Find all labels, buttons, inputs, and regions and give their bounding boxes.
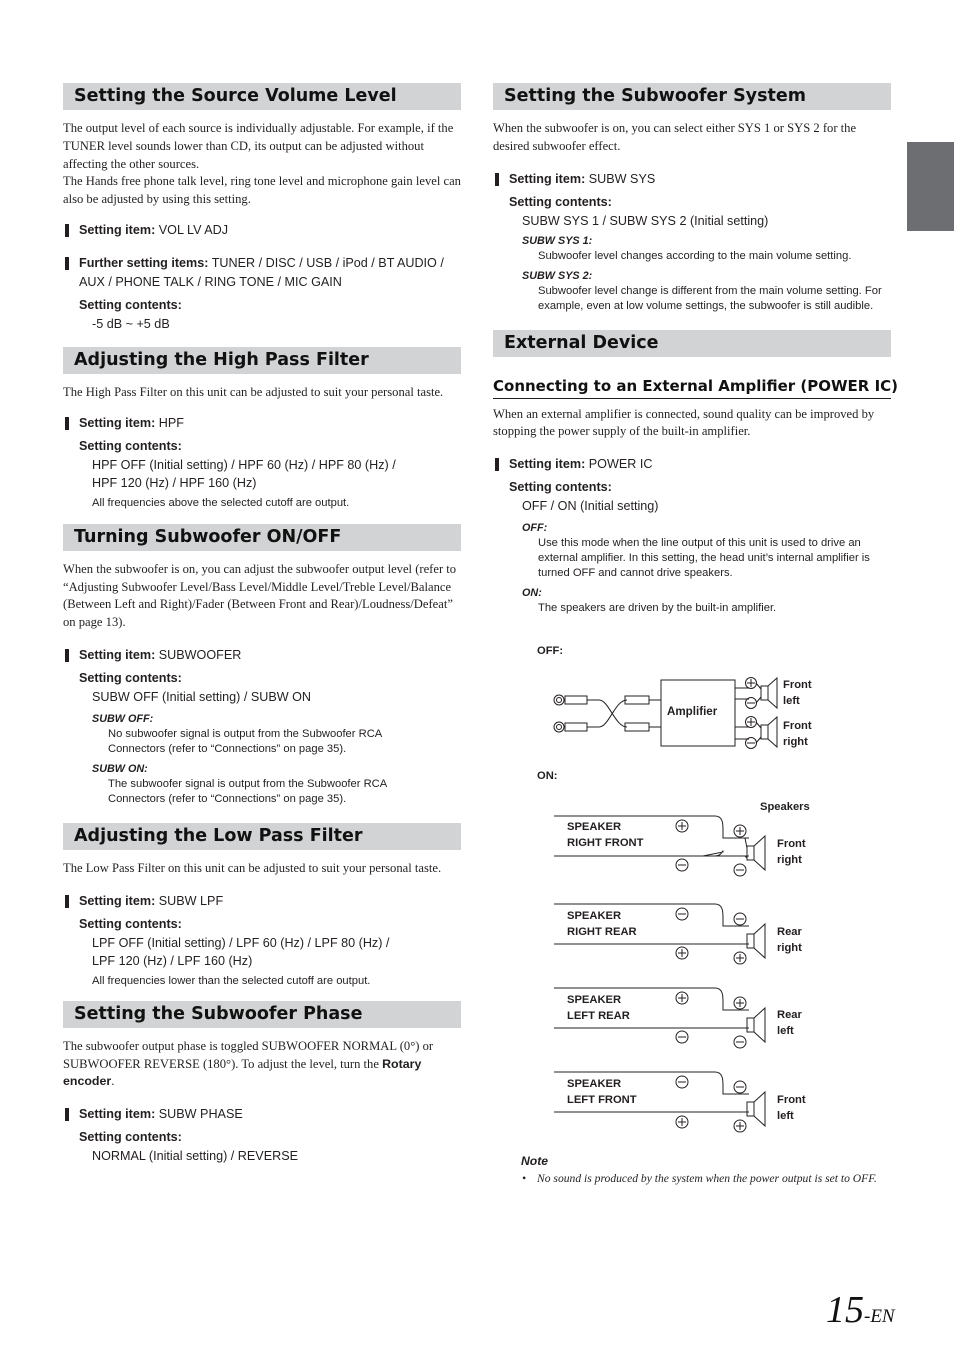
speakers-label: Speakers — [760, 801, 810, 813]
hpf-note: All frequencies above the selected cutoff are output. — [92, 496, 350, 509]
setting-item-line — [63, 646, 461, 665]
page-number — [826, 1288, 895, 1332]
source-volume-paragraph-2: The Hands free phone talk level, ring tone level and microphone gain level can also be adjusted by using this setting. — [63, 174, 461, 207]
option-label: SUBW SYS 2: — [522, 269, 593, 282]
option-description: Subwoofer level change is different from the main volume setting. For example, even at low volume settings, the subwoofer is still audible. — [538, 284, 882, 312]
channel-label-right-front — [567, 819, 643, 851]
section-title-hpf: Adjusting the High Pass Filter — [63, 347, 461, 374]
setting-contents-value: SUBW SYS 1 / SUBW SYS 2 (Initial setting) — [522, 213, 769, 228]
source-volume-paragraph-1: The output level of each source is individually adjustable. For example, if the TUNER level sounds lower than CD, its output can be adjusted without affecting the other sources. — [63, 121, 454, 171]
item-marker — [495, 173, 499, 186]
setting-item-value: SUBWOOFER — [158, 647, 242, 662]
option-label: SUBW OFF: — [92, 712, 154, 725]
subwoofer-system-paragraph: When the subwoofer is on, you can select either SYS 1 or SYS 2 for the desired subwoofer effect. — [493, 121, 857, 153]
setting-contents-value: HPF OFF (Initial setting) / HPF 60 (Hz) / HPF 80 (Hz) / HPF 120 (Hz) / HPF 160 (Hz) — [92, 457, 396, 490]
external-amplifier-paragraph: When an external amplifier is connected, sound quality can be improved by stopping the power supply of the built-in amplifier. — [493, 406, 875, 439]
front-left-line2: left — [783, 695, 800, 707]
option-description: Use this mode when the line output of this unit is used to drive an external amplifier. In this setting, the head unit’s internal amplifier is turned OFF and cannot drive speakers. — [538, 537, 870, 580]
front-left-line1: Front — [783, 679, 812, 691]
page-number-value: 15 — [826, 1289, 864, 1331]
subwoofer-onoff-paragraph: When the subwoofer is on, you can adjust the subwoofer output level (refer to “Adjusting Subwoofer Level/Bass Level/Middle Level/Treble Level/Balance (Between Left and Right)/Fader (Between Front and Rear)/Loudness/Defeat” on page 13). — [63, 561, 457, 630]
note-block — [493, 1154, 891, 1186]
channel-label-line1: SPEAKER — [567, 994, 622, 1006]
speaker-label-line2: right — [777, 942, 802, 954]
setting-item-value: SUBW LPF — [158, 893, 224, 908]
bullet-icon: • — [522, 1172, 527, 1185]
front-right-label — [783, 718, 812, 750]
setting-contents-label: Setting contents: — [79, 438, 182, 453]
setting-contents-value: -5 dB ~ +5 dB — [92, 316, 170, 331]
phase-body-end: . — [111, 1074, 115, 1089]
front-left-label — [783, 677, 812, 709]
lpf-note: All frequencies lower than the selected cutoff are output. — [92, 974, 371, 987]
setting-item-label: Setting item: — [79, 1107, 156, 1122]
setting-contents-label: Setting contents: — [79, 297, 182, 312]
diagram-off — [537, 643, 837, 758]
setting-item-label: Setting item: — [79, 893, 156, 908]
setting-item-line — [63, 1105, 461, 1124]
diagram-on — [537, 768, 837, 1143]
channel-label-line2: RIGHT REAR — [567, 926, 637, 938]
speaker-label-rear-right — [777, 924, 802, 956]
section-title-lpf: Adjusting the Low Pass Filter — [63, 823, 461, 850]
item-marker — [495, 458, 499, 471]
option-label: SUBW SYS 1: — [522, 234, 593, 247]
channel-label-left-rear — [567, 992, 630, 1024]
item-marker — [65, 1108, 69, 1121]
setting-item-label: Setting item: — [79, 647, 156, 662]
setting-contents-value: SUBW OFF (Initial setting) / SUBW ON — [92, 689, 312, 704]
diagram-off-label: OFF: — [537, 645, 564, 657]
setting-contents-label: Setting contents: — [509, 480, 612, 495]
channel-label-line2: LEFT REAR — [567, 1010, 630, 1022]
option-description: The speakers are driven by the built-in amplifier. — [538, 602, 777, 615]
further-items-label: Further setting items: — [79, 255, 209, 270]
setting-item-label: Setting item: — [509, 171, 586, 186]
section-title-subwoofer-onoff: Turning Subwoofer ON/OFF — [63, 524, 461, 551]
section-title-source-volume: Setting the Source Volume Level — [63, 83, 461, 110]
option-description: Subwoofer level changes according to the main volume setting. — [538, 249, 852, 262]
setting-item-value: POWER IC — [588, 457, 653, 472]
lpf-paragraph: The Low Pass Filter on this unit can be adjusted to suit your personal taste. — [63, 860, 442, 875]
setting-item-label: Setting item: — [79, 415, 156, 430]
further-setting-items-line — [63, 254, 461, 292]
front-right-line2: right — [783, 736, 808, 748]
phase-body-text: The subwoofer output phase is toggled SUBWOOFER NORMAL (0°) or SUBWOOFER REVERSE (180°). To adjust the level, turn the — [63, 1038, 434, 1071]
note-title: Note — [521, 1154, 549, 1168]
item-marker — [65, 895, 69, 908]
channel-label-right-rear — [567, 908, 637, 940]
subsection-title-external-amplifier: Connecting to an External Amplifier (POWER IC) — [493, 377, 891, 399]
channel-label-line1: SPEAKER — [567, 821, 622, 833]
setting-contents-label: Setting contents: — [79, 1130, 182, 1145]
setting-item-value: VOL LV ADJ — [158, 222, 229, 237]
setting-contents-label: Setting contents: — [79, 916, 182, 931]
speaker-label-front-left — [777, 1092, 806, 1124]
option-label: ON: — [522, 587, 542, 600]
setting-contents-value: NORMAL (Initial setting) / REVERSE — [92, 1149, 298, 1164]
speaker-label-line1: Front — [777, 1094, 806, 1106]
setting-contents-value: OFF / ON (Initial setting) — [522, 499, 659, 514]
setting-item-value: SUBW PHASE — [158, 1107, 243, 1122]
item-marker — [65, 257, 69, 270]
amplifier-label: Amplifier — [667, 705, 718, 718]
channel-label-left-front — [567, 1076, 637, 1108]
note-item — [493, 1171, 891, 1186]
setting-item-value: HPF — [158, 415, 184, 430]
section-title-phase: Setting the Subwoofer Phase — [63, 1001, 461, 1028]
setting-item-label: Setting item: — [509, 457, 586, 472]
setting-item-line — [63, 892, 461, 911]
chapter-side-tab — [907, 142, 954, 231]
setting-item-label: Setting item: — [79, 222, 156, 237]
speaker-label-line1: Rear — [777, 926, 802, 938]
option-description: No subwoofer signal is output from the Subwoofer RCA Connectors (refer to “Connections” on page 35). — [108, 727, 382, 755]
speaker-label-line1: Rear — [777, 1009, 802, 1021]
speaker-label-front-right — [777, 836, 806, 868]
channel-label-line1: SPEAKER — [567, 1078, 622, 1090]
page-number-suffix: -EN — [864, 1306, 895, 1327]
section-title-external-device: External Device — [493, 330, 891, 357]
speaker-label-rear-left — [777, 1007, 802, 1039]
channel-label-line2: LEFT FRONT — [567, 1094, 637, 1106]
setting-contents-label: Setting contents: — [509, 194, 612, 209]
option-label: OFF: — [522, 522, 548, 535]
phase-paragraph — [63, 1038, 461, 1091]
setting-item-value: SUBW SYS — [588, 171, 656, 186]
speaker-label-line2: right — [777, 854, 802, 866]
setting-item-line — [493, 170, 891, 189]
option-label: SUBW ON: — [92, 762, 148, 775]
setting-item-line — [493, 455, 891, 474]
setting-item-line — [63, 221, 461, 240]
setting-item-line — [63, 414, 461, 433]
note-text: No sound is produced by the system when the power output is set to OFF. — [537, 1172, 877, 1185]
speaker-label-line2: left — [777, 1110, 794, 1122]
item-marker — [65, 224, 69, 237]
speaker-label-line2: left — [777, 1025, 794, 1037]
item-marker — [65, 417, 69, 430]
diagram-on-label: ON: — [537, 770, 558, 782]
setting-contents-label: Setting contents: — [79, 670, 182, 685]
speaker-label-line1: Front — [777, 838, 806, 850]
front-right-line1: Front — [783, 720, 812, 732]
item-marker — [65, 649, 69, 662]
further-items-value: TUNER / DISC / USB / iPod / BT AUDIO / AUX / PHONE TALK / RING TONE / MIC GAIN — [79, 255, 444, 289]
left-column — [63, 83, 461, 1165]
setting-contents-value: LPF OFF (Initial setting) / LPF 60 (Hz) / LPF 80 (Hz) / LPF 120 (Hz) / LPF 160 (Hz) — [92, 935, 390, 968]
channel-label-line1: SPEAKER — [567, 910, 622, 922]
channel-label-line2: RIGHT FRONT — [567, 837, 644, 849]
option-description: The subwoofer signal is output from the Subwoofer RCA Connectors (refer to “Connections” on page 35). — [108, 777, 387, 805]
right-column — [493, 83, 899, 616]
rotary-encoder-term: Rotary encoder — [63, 1056, 422, 1089]
hpf-paragraph: The High Pass Filter on this unit can be adjusted to suit your personal taste. — [63, 384, 444, 399]
section-title-subwoofer-system: Setting the Subwoofer System — [493, 83, 891, 110]
